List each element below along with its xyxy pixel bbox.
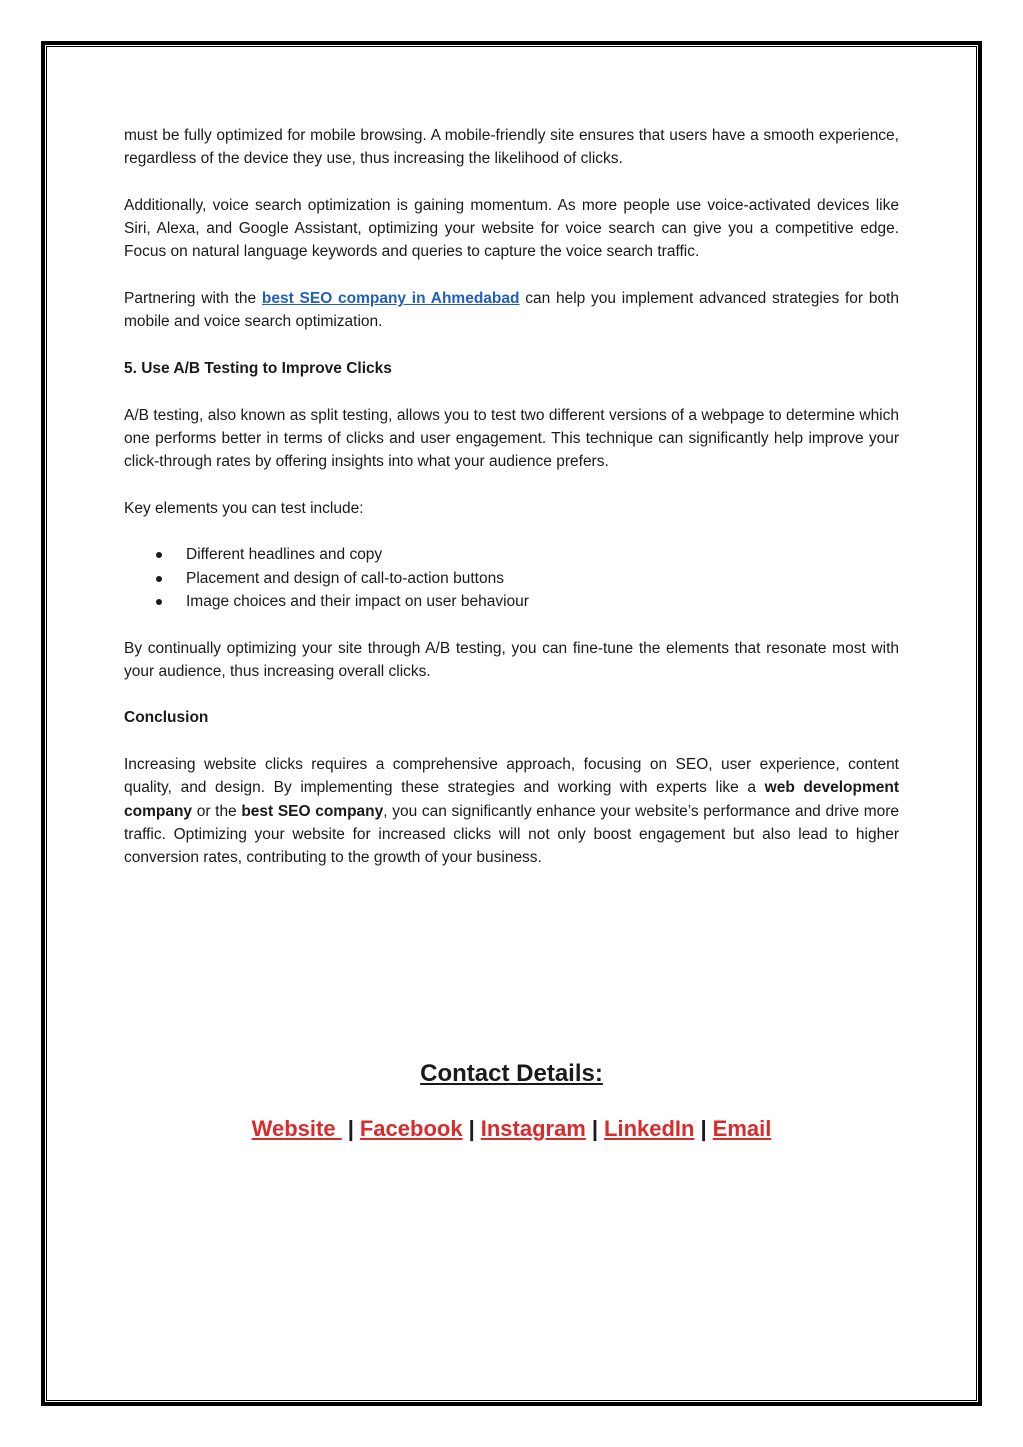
link-separator: |: [591, 1116, 599, 1141]
paragraph-continual: By continually optimizing your site through A/B testing, you can fine-tune the elements that resonate most with your audience, thus increasing overall clicks.: [124, 639, 899, 680]
link-separator: |: [347, 1116, 354, 1141]
list-item: [124, 567, 899, 590]
contact-title: Contact Details:: [420, 1060, 603, 1087]
list-item-text: Image choices and their impact on user behaviour: [186, 592, 529, 610]
instagram-link[interactable]: Instagram: [480, 1116, 586, 1141]
email-link[interactable]: Email: [712, 1116, 772, 1141]
partner-text-after: can help you implement advanced strategies for both mobile and voice search optimization.: [124, 290, 899, 331]
contact-links: [46, 1116, 977, 1142]
heading-ab-testing: 5. Use A/B Testing to Improve Clicks: [124, 359, 392, 377]
conclusion-text-3: , you can significantly enhance your website’s performance and drive more traffic. Optimizing your website for increased clicks will not only boost engagement but also lead to higher conversion rates, contributing to the growth of your business.: [124, 802, 900, 867]
paragraph-partnering: [124, 287, 899, 334]
partner-text-before: Partnering with the: [124, 290, 262, 308]
seo-company-link[interactable]: best SEO company in Ahmedabad: [261, 290, 520, 308]
conclusion-bold-seo: best SEO company: [241, 802, 384, 820]
bullet-icon: [156, 599, 162, 605]
conclusion-bold-web-dev: web development company: [124, 779, 899, 820]
conclusion-text-1: Increasing website clicks requires a comprehensive approach, focusing on SEO, user experience, content quality, and design. By implementing these strategies and working with experts like a: [124, 756, 899, 797]
list-item-text: Different headlines and copy: [186, 546, 383, 564]
bullet-icon: [156, 576, 162, 582]
website-link[interactable]: Website: [251, 1116, 342, 1141]
list-item: [124, 543, 899, 566]
list-item-text: Placement and design of call-to-action buttons: [186, 569, 504, 587]
linkedin-link[interactable]: LinkedIn: [604, 1116, 695, 1141]
paragraph-key-elements: Key elements you can test include:: [124, 499, 364, 517]
paragraph-ab-testing: A/B testing, also known as split testing, allows you to test two different versions of a webpage to determine which one performs better in terms of clicks and user engagement. This technique can significantly help improve your click-through rates by offering insights into what your audience prefers.: [124, 406, 899, 471]
paragraph-voice-search: Additionally, voice search optimization is gaining momentum. As more people use voice-activated devices like Siri, Alexa, and Google Assistant, optimizing your website for voice search can give you a competitive edge. Focus on natural language keywords and queries to capture the voice search traffic.: [124, 196, 899, 261]
document-body: [124, 124, 899, 893]
bullet-icon: [156, 552, 162, 558]
facebook-link[interactable]: Facebook: [359, 1116, 463, 1141]
conclusion-text-2: or the: [192, 802, 242, 820]
heading-conclusion: Conclusion: [124, 709, 209, 727]
list-item: [124, 590, 899, 613]
bullet-list: [124, 543, 899, 613]
paragraph-conclusion: [124, 753, 899, 869]
paragraph-mobile: must be fully optimized for mobile browsing. A mobile-friendly site ensures that users have a smooth experience, regardless of the device they use, thus increasing the likelihood of clicks.: [124, 127, 899, 168]
link-separator: |: [700, 1116, 707, 1141]
link-separator: |: [468, 1116, 475, 1141]
